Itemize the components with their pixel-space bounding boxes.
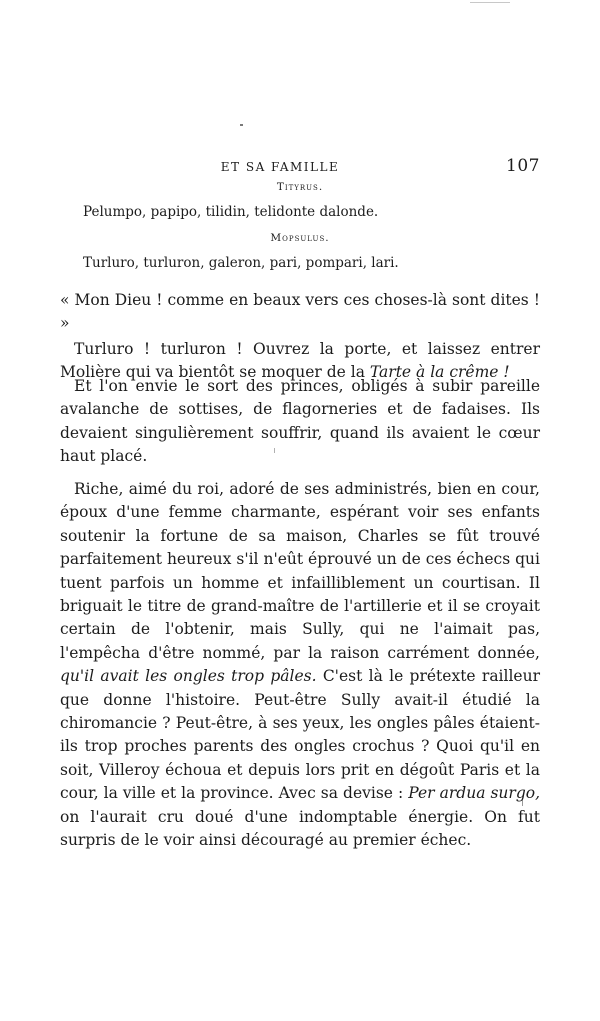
scan-mark [240,124,243,126]
quote-text: « Mon Dieu ! comme en beaux vers ces choses-là sont dites ! » [60,291,540,333]
page-number: 107 [506,156,540,176]
verse-line-1: Pelumpo, papipo, tilidin, telidonte dalonde. [83,204,379,220]
paragraph-quote [60,289,540,336]
paragraph-3-body-a: Riche, aimé du roi, adoré de ses administrés, bien en cour, époux d'une femme charmante, espérant voir ses enfants soutenir la fortune de sa maison, Charles se fût trouvé parfaitement heureux s'il n'eût éprouvé un de ces échecs qui tuent parfois un homme et infailliblement un courtisan. Il briguait le titre de grand-maître de l'artillerie et il se croyait certain de l'obtenir, mais Sully, qui ne l'aimait pas, l'empêcha d'être nommé, par la raison carrément donnée, [60,480,540,662]
speaker-name-1: Tityrus. [276,181,324,193]
paragraph-1-italic: Tarte à la crême ! [369,363,510,382]
verse-line-2: Turluro, turluron, galeron, pari, pompari, lari. [83,255,399,271]
paragraph-3-italic-motto: Per ardua surgo, [408,784,540,803]
paragraph-3-body-c: on l'aurait cru doué d'une indomptable énergie. On fut surpris de le voir ainsi découragé au premier échec. [60,807,540,850]
scan-mark [470,2,510,3]
paragraph-3-body-b: C'est là le prétexte railleur que donne l'histoire. Peut-être Sully avait-il étudié la chiromancie ? Peut-être, à ses yeux, les ongles pâles étaient-ils trop proches parents des ongles crochus ? Quoi qu'il en soit, Villeroy échoua et depuis lors prit en dégoût Paris et la cour, la ville et la province. Avec sa devise : [60,667,540,803]
paragraph-1-body: Turluro ! turluron ! Ouvrez la porte, et laissez entrer Molière qui va bientôt se moquer de la [60,340,540,382]
running-head [60,156,540,180]
paragraph-2 [60,375,540,469]
paragraph-3-italic-quote: qu'il avait les ongles trop pâles. [60,667,317,686]
paragraph-3 [60,478,540,853]
paragraph-3-text [60,478,540,853]
speaker-name-2: Mopsulus. [270,232,330,244]
running-title: ET SA FAMILLE [220,160,340,174]
paragraph-2-text: Et l'on envie le sort des princes, obligés à subir pareille avalanche de sottises, de flagorneries et de fadaises. Ils devaient singulièrement souffrir, quand ils avaient le cœur haut placé. [60,377,540,466]
